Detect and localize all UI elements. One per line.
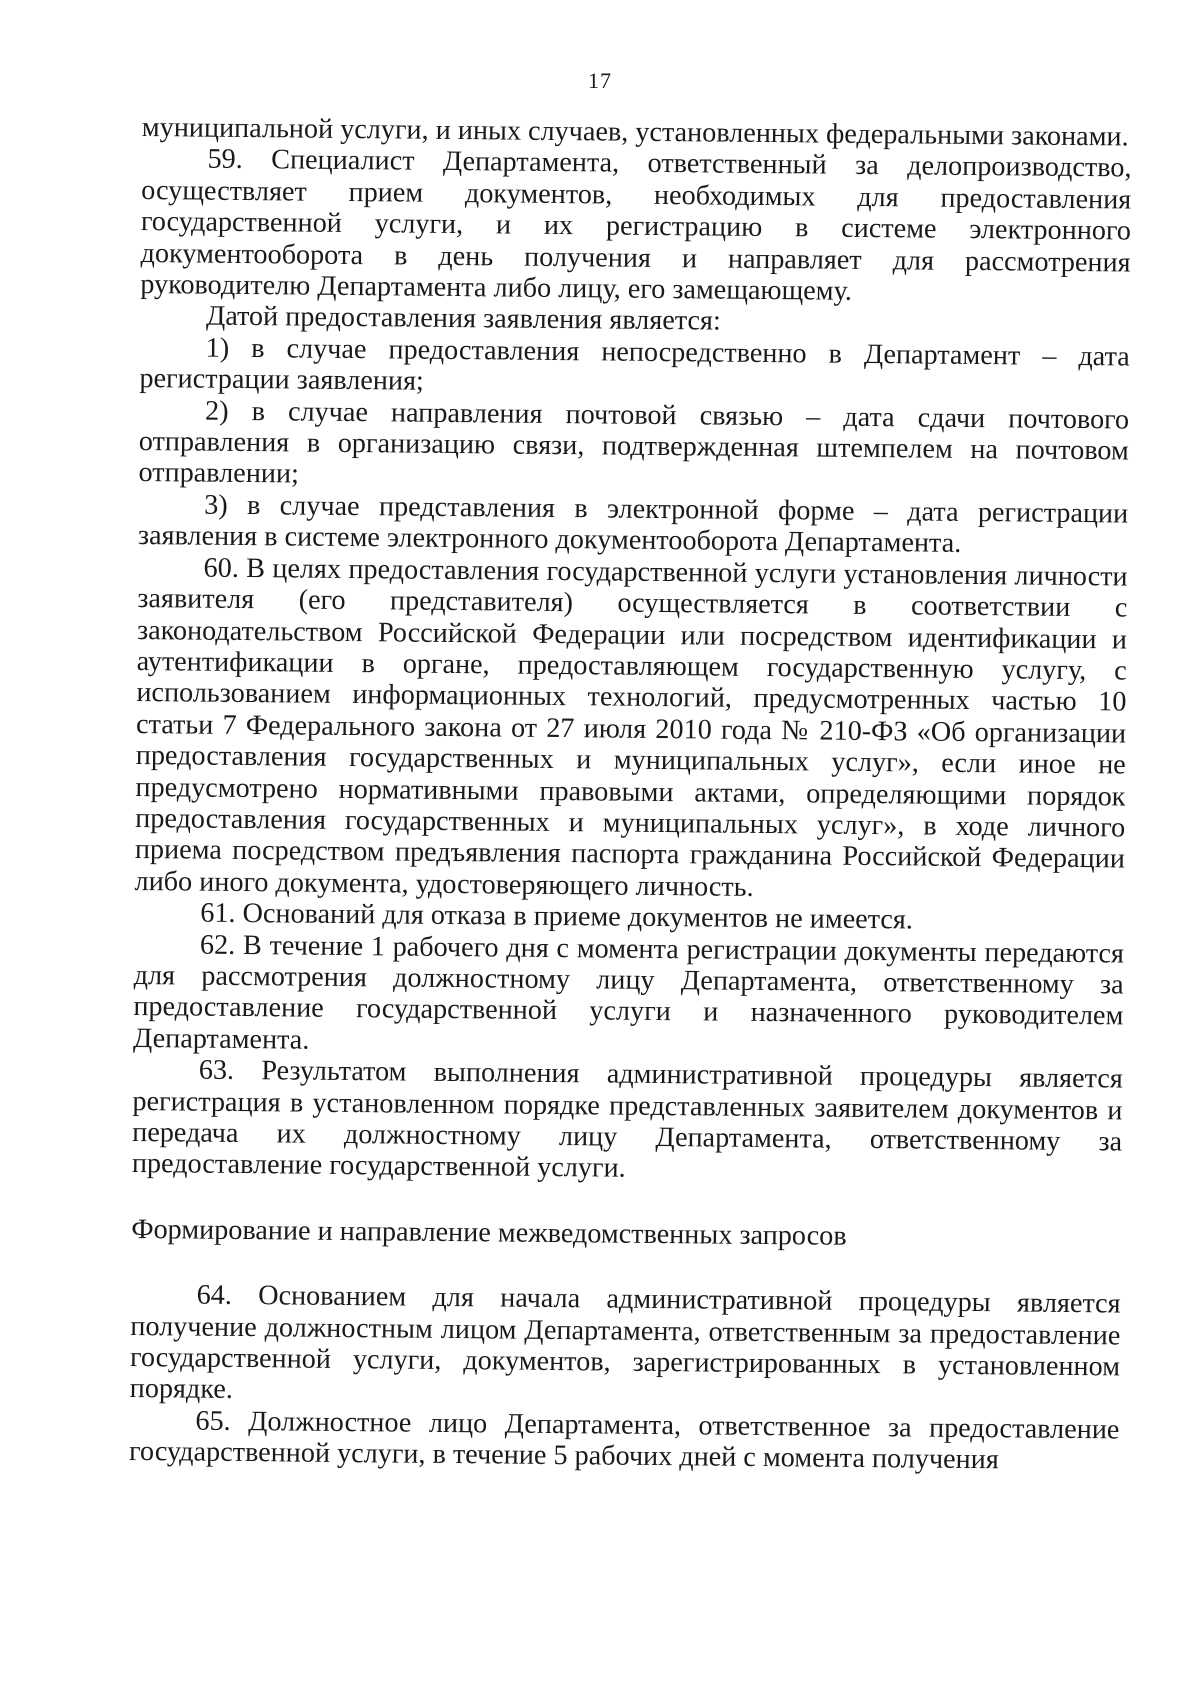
paragraph-59: 59. Специалист Департамента, ответственный за делопроизводство, осуществляет прием документов, необходимых для предоставления государственной услуги, и их регистрацию в системе электронного документооборота в день получения и направляет для рассмотрения руководителю Департамента либо лицу, его замещающему. [140, 144, 1132, 307]
paragraph-62: 62. В течение 1 рабочего дня с момента регистрации документы передаются для рассмотрения должностному лицу Департамента, ответственному за предоставление государственной услуги и назначенного руководителем Департамента. [132, 929, 1125, 1056]
paragraph-61: 61. Оснований для отказа в приеме документов не имеется. [200, 897, 914, 936]
paragraph-date-intro: Датой предоставления заявления является: [205, 301, 721, 338]
paragraph-65: 65. Должностное лицо Департамента, ответственное за предоставление государственной услуги, в течение 5 рабочих дней с момента получения [128, 1405, 1120, 1476]
list-item-3: 3) в случае представления в электронной форме – дата регистрации заявления в системе электронного документооборота Департамента. [137, 489, 1129, 560]
document-body [129, 112, 1132, 1477]
paragraph-64: 64. Основанием для начала административной процедуры является получение должностным лицом Департамента, ответственным за предоставление государственной услуги, документов, зарегистрированных в установленном порядке. [129, 1279, 1121, 1406]
paragraph-60: 60. В целях предоставления государственной услуги установления личности заявителя (его представителя) осуществляется в соответствии с законодательством Российской Федерации или посредством идентификации и аутентификации в органе, предоставляющем государственную услугу, с использованием информационных технологий, предусмотренных частью 10 статьи 7 Федерального закона от 27 июля 2010 года № 210-ФЗ «Об организации предоставления государственных и муниципальных услуг», если иное не предусмотрено нормативными правовыми актами, определяющими порядок предоставления государственных и муниципальных услуг», в ходе личного приема посредством предъявления паспорта гражданина Российской Федерации либо иного документа, удостоверяющего личность. [134, 552, 1128, 903]
paragraph-63: 63. Результатом выполнения административной процедуры является регистрация в установленном порядке представленных заявителем документов и передача их должностному лицу Департамента, ответственному за предоставление государственной услуги. [131, 1054, 1123, 1185]
section-heading: Формирование и направление межведомственных запросов [131, 1213, 847, 1252]
list-item-2: 2) в случае направления почтовой связью – дата сдачи почтового отправления в организацию связи, подтвержденная штемпелем на почтовом отправлении; [138, 395, 1130, 490]
list-item-1: 1) в случае предоставления непосредственно в Департамент – дата регистрации заявления; [139, 332, 1130, 397]
page-number: 17 [588, 68, 612, 93]
paragraph-continuation: муниципальной услуги, и иных случаев, установленных федеральными законами. [141, 112, 1129, 153]
